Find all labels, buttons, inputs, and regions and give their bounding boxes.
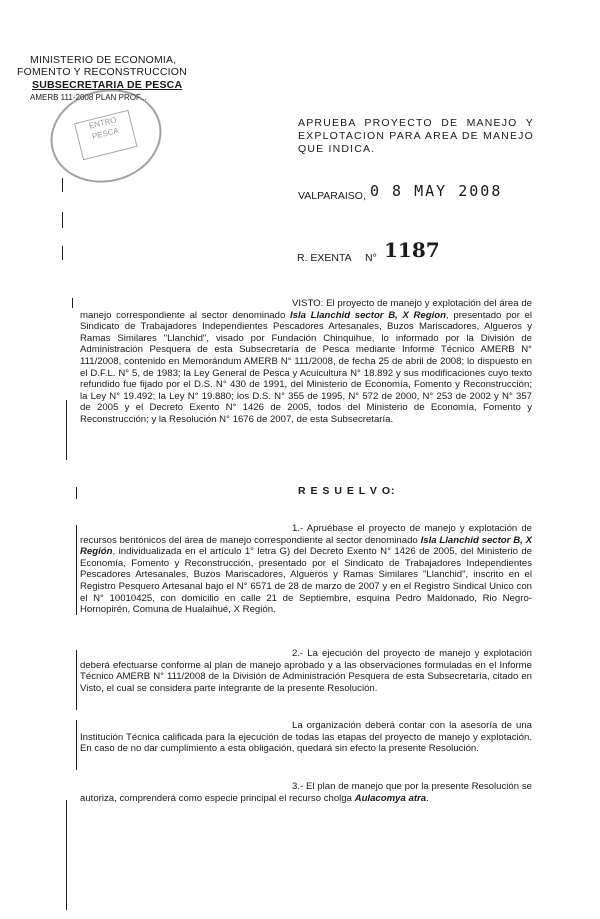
place-label: VALPARAISO,: [298, 190, 366, 202]
resuelvo-heading: R E S U E L V O:: [298, 485, 396, 497]
date-stamp: 0 8 MAY 2008: [370, 182, 503, 200]
article-3-number: 3.-: [292, 781, 304, 792]
number-sign: N°: [365, 252, 377, 264]
article-1-paragraph: [80, 523, 532, 616]
margin-mark: [76, 525, 77, 615]
article-1-area-name: Isla Llanchid sector B, X Región: [80, 534, 532, 558]
visto-area-name: Isla Llanchid sector B, X Region: [289, 309, 447, 321]
visto-text-part2: , presentado por el Sindicato de Trabajadores Independientes Pescadores Artesanales, Buzos Mariscadores, Algueros y Ramas Similares "Llanchid", visado por Fundación Chinquihue, lo informado por la División de Administración Pesquera de esta Subsecretaría de Pesca mediante Informe Técnico AMERB N° 111/2008, contenido en Memorándum AMERB N° 111/2008, de fecha 25 de abril de 2008; lo dispuesto en el D.F.L. N° 5, de 1983; la Ley General de Pesca y Acuicultura N° 18.892 y sus modificaciones cuyo texto refundido fue fijado por el D.S. N° 430 de 1991, del Ministerio de Economía, Fomento y Reconstrucción; la Ley N° 19.492; la Ley N° 19.880; los D.S. N° 355 de 1995, N° 572 de 2000, N° 253 de 2002 y N° 357 de 2005 y el Decreto Exento N° 1426 de 2005, todos del Ministerio de Economía, Fomento y Reconstrucción; y la Resolución N° 1676 de 2007, de esta Subsecretaría.: [80, 309, 533, 425]
article-1-text-part2: , individualizada en el artículo 1° letra G) del Decreto Exento N° 1426 de 2005, del Ministerio de Economía, Fomento y Reconstrucción, presentado por el Sindicato de Trabajadores Independientes Pescadores Artesanales, Buzos Mariscadores, Algueros y Ramas Similares "Llanchid", inscrito en el Registro Pesquero Artesanal bajo el N° 6571 de 28 de marzo de 2007 y en el Registro Sindical Unico con el N° 10010425, con domicilio en calle 21 de Septiembre, esquina Pedro Maldonado, Rio Negro-Hornopirén, Comuna de Hualaihué, X Región.: [80, 546, 532, 616]
visto-paragraph: [80, 298, 532, 426]
margin-mark: [62, 212, 63, 228]
document-reference: AMERB 111-2008 PLAN PROF...: [30, 93, 147, 102]
document-title: APRUEBA PROYECTO DE MANEJO Y EXPLOTACION PARA AREA DE MANEJO QUE INDICA.: [298, 117, 534, 155]
margin-mark: [62, 178, 63, 192]
margin-mark: [62, 246, 63, 260]
article-3-text: El plan de manejo que por la presente Resolución se autoriza, comprenderá como especie principal el recurso cholga: [80, 781, 532, 804]
margin-mark: [76, 720, 77, 770]
ministry-name-line1: MINISTERIO DE ECONOMIA,: [30, 54, 177, 66]
advisory-paragraph: [80, 720, 532, 755]
resolution-label: R. EXENTA: [297, 252, 352, 264]
article-3-end: .: [426, 792, 429, 804]
article-1-text-part1: Apruébase el proyecto de manejo y explotación de recursos bentónicos del área de manejo correspondiente al sector denominado: [80, 523, 533, 546]
article-2-paragraph: [80, 648, 532, 694]
article-2-text: La ejecución del proyecto de manejo y explotación deberá efectuarse conforme al plan de manejo aprobado y a las observaciones formuladas en el Informe Técnico AMERB N° 111/2008 de la División de Administración Pesquera de esta Subsecretaría, citado en Visto, el cual se considera parte integrante de la presente Resolución.: [80, 648, 533, 694]
visto-label: VISTO:: [292, 298, 324, 309]
article-3-paragraph: [80, 781, 532, 804]
stamp-text-line1: ENTRO: [88, 115, 118, 131]
margin-mark: [76, 487, 77, 499]
resolution-number: 1187: [384, 238, 440, 262]
article-3-species: Aulacomya atra: [354, 792, 427, 804]
subsecretaria-name: SUBSECRETARIA DE PESCA: [32, 79, 183, 91]
margin-mark: [72, 298, 73, 308]
stamp-text-line2: PESCA: [91, 125, 120, 142]
article-2-number: 2.-: [292, 648, 304, 659]
margin-mark: [66, 800, 67, 910]
advisory-text: La organización deberá contar con la asesoría de una Institución Técnica calificada para la ejecución de todas las etapas del proyecto de manejo y explotación. En caso de no dar cumplimiento a esta obligación, quedará sin efecto la presente Resolución.: [80, 720, 532, 755]
margin-mark: [76, 650, 77, 710]
article-1-number: 1.-: [292, 523, 304, 534]
margin-mark: [66, 400, 67, 460]
visto-text-part1: El proyecto de manejo y explotación del área de manejo correspondiente al sector denominado: [80, 298, 532, 321]
ministry-name-line2: FOMENTO Y RECONSTRUCCION: [17, 66, 187, 78]
